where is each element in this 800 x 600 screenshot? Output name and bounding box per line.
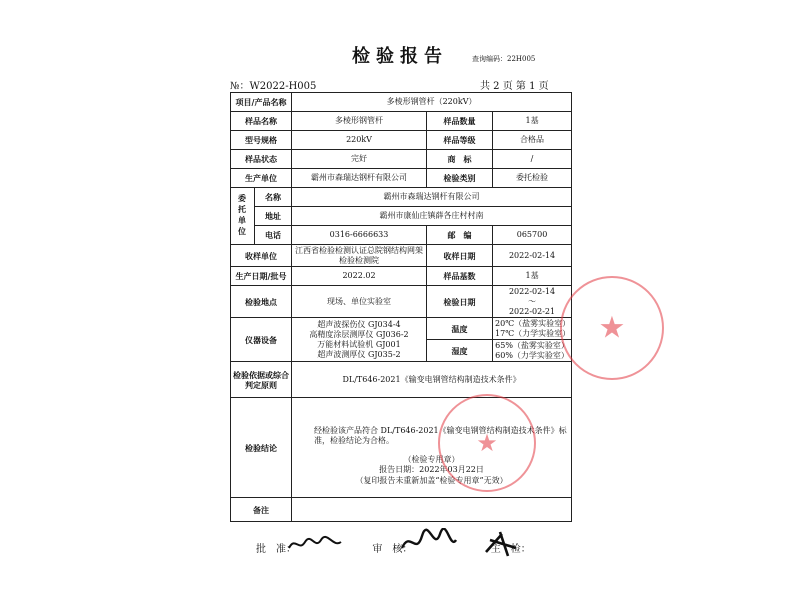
stamp-star-icon: ★	[598, 310, 626, 346]
label-receiver: 收样单位	[231, 245, 292, 267]
equipment-item: 超声波探伤仪 GJ034-4	[317, 319, 401, 329]
value-state: 完好	[292, 150, 427, 169]
stamp-star-icon: ★	[476, 429, 498, 457]
issue-date: 报告日期：2022年03月22日	[379, 465, 484, 475]
value-manufacturer: 霸州市森瑞达钢杆有限公司	[292, 169, 427, 188]
equipment-item: 万能材料试验机 GJ001	[317, 339, 401, 349]
inspector-signature-icon	[482, 530, 522, 558]
value-postcode: 065700	[493, 226, 572, 245]
label-prod-date: 生产日期/批号	[231, 267, 292, 286]
query-code: 查询编码：22H005	[472, 55, 536, 63]
label-location: 检验地点	[231, 286, 292, 318]
main-label: 主 检：	[490, 544, 531, 555]
test-date-from: 2022-02-14	[508, 286, 556, 296]
label-brand: 商 标	[427, 150, 493, 169]
value-sample-base: 1基	[493, 267, 572, 286]
label-postcode: 邮 编	[427, 226, 493, 245]
label-sample-base: 样品基数	[427, 267, 493, 286]
value-brand: /	[493, 150, 572, 169]
label-project: 项目/产品名称	[231, 93, 292, 112]
value-receiver: 江西省检验检测认证总院钢结构网架检验检测院	[292, 245, 427, 267]
equipment-item: 超声波测厚仪 GJ035-2	[317, 349, 401, 359]
conclusion-text: 经检验该产品符合 DL/T646-2021《输变电钢管结构制造技术条件》标准，检验结论为合格。	[314, 426, 567, 445]
label-temperature: 温度	[427, 318, 493, 340]
label-test-type: 检验类别	[427, 169, 493, 188]
humidity-item: 60%（力学实验室）	[495, 350, 569, 360]
value-humidity	[493, 340, 572, 362]
value-client-phone: 0316-6666633	[292, 226, 427, 245]
inspection-stamp-icon	[438, 394, 536, 492]
value-remarks	[292, 498, 572, 522]
value-grade: 合格品	[493, 131, 572, 150]
label-sample-qty: 样品数量	[427, 112, 493, 131]
value-test-date	[493, 286, 572, 318]
approve-label: 批 准：	[256, 544, 296, 555]
official-stamp-icon	[560, 276, 664, 380]
test-date-sep: ～	[528, 296, 537, 306]
label-client-phone: 电话	[255, 226, 292, 245]
page-info: 共 2 页 第 1 页	[480, 81, 549, 92]
value-sample-qty: 1基	[493, 112, 572, 131]
report-title: 检验报告	[352, 46, 448, 67]
value-location: 现场、单位实验室	[292, 286, 427, 318]
label-manufacturer: 生产单位	[231, 169, 292, 188]
label-equipment: 仪器设备	[231, 318, 292, 362]
label-grade: 样品等级	[427, 131, 493, 150]
value-basis: DL/T646-2021《输变电钢管结构制造技术条件》	[292, 362, 572, 398]
label-client: 委托单位	[231, 188, 255, 245]
reviewer-signature-icon	[398, 528, 458, 558]
review-label: 审 核：	[372, 544, 413, 555]
label-test-date: 检验日期	[427, 286, 493, 318]
test-date-to: 2022-02-21	[508, 306, 556, 316]
label-remarks: 备注	[231, 498, 292, 522]
label-sample-name: 样品名称	[231, 112, 292, 131]
label-receive-date: 收样日期	[427, 245, 493, 267]
label-conclusion: 检验结论	[231, 398, 292, 498]
approver-signature-icon	[285, 532, 345, 556]
value-client-addr: 霸州市康仙庄镇薛各庄村村南	[292, 207, 572, 226]
label-humidity: 湿度	[427, 340, 493, 362]
label-model: 型号规格	[231, 131, 292, 150]
label-basis: 检验依据或综合判定原则	[231, 362, 292, 398]
value-prod-date: 2022.02	[292, 267, 427, 286]
report-number: №：W2022-H005	[230, 81, 317, 92]
stamp-label: （检验专用章）	[403, 454, 460, 464]
value-project: 多棱形钢管杆（220kV）	[292, 93, 572, 112]
value-equipment	[292, 318, 427, 362]
value-receive-date: 2022-02-14	[493, 245, 572, 267]
value-test-type: 委托检验	[493, 169, 572, 188]
temperature-item: 20℃（盐雾实验室）	[495, 318, 571, 328]
label-state: 样品状态	[231, 150, 292, 169]
value-client-name: 霸州市森瑞达钢杆有限公司	[292, 188, 572, 207]
temperature-item: 17℃（力学实验室）	[495, 328, 571, 338]
equipment-item: 高精度涂层测厚仪 GJ036-2	[309, 329, 409, 339]
humidity-item: 65%（盐雾实验室）	[495, 340, 569, 350]
label-client-addr: 地址	[255, 207, 292, 226]
value-sample-name: 多棱形钢管杆	[292, 112, 427, 131]
label-client-name: 名称	[255, 188, 292, 207]
copy-note: （复印报告未重新加盖“检验专用章”无效）	[355, 476, 508, 486]
value-model: 220kV	[292, 131, 427, 150]
